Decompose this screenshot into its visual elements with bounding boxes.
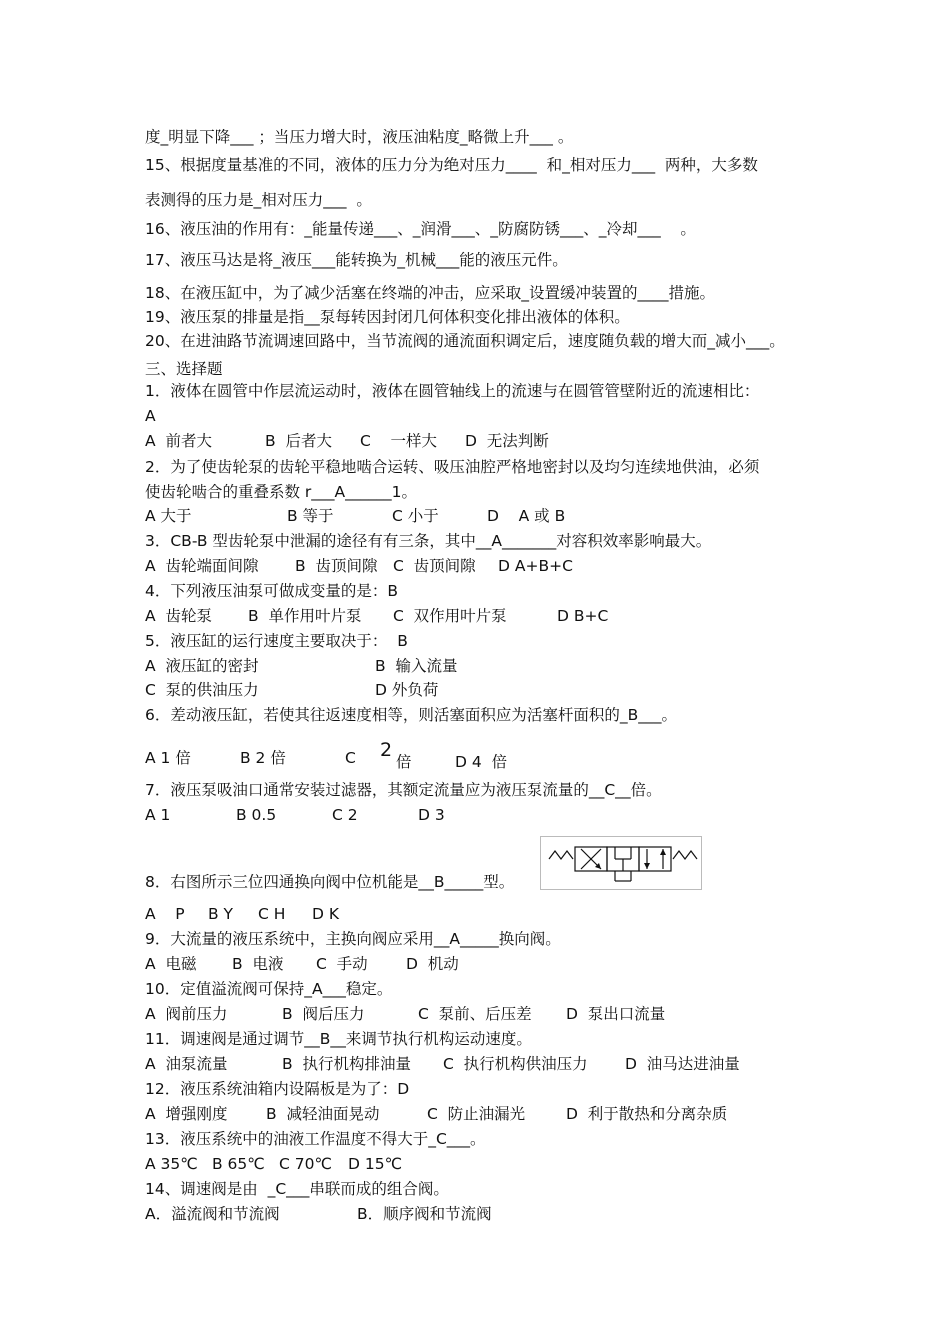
q9-option-d: D 机动: [406, 955, 459, 973]
line-20: 20、在进油路节流调速回路中，当节流阀的通流面积调定后，速度随负载的增大而_减小___。: [145, 332, 785, 350]
q9-option-a: A 电磁: [145, 955, 197, 973]
q11-option-d: D 油马达进油量: [625, 1055, 740, 1073]
line-19: 19、液压泵的排量是指__泵每转因封闭几何体积变化排出液体的体积。: [145, 308, 630, 326]
question-7: 7．液压泵吸油口通常安装过滤器，其额定流量应为液压泵流量的__C__倍。: [145, 781, 662, 799]
q11-option-a: A 油泵流量: [145, 1055, 228, 1073]
q4-option-d: D B+C: [557, 607, 609, 625]
question-1-answer: A: [145, 407, 156, 425]
q10-option-b: B 阀后压力: [282, 1005, 365, 1023]
q6-option-b: B 2 倍: [240, 749, 286, 767]
q6-option-c-value: 2: [380, 739, 393, 761]
q1-option-a: A 前者大: [145, 432, 212, 450]
q12-option-c: C 防止油漏光: [427, 1105, 526, 1123]
q2-option-d: D A 或 B: [487, 507, 566, 525]
question-1: 1．液体在圆管中作层流运动时，液体在圆管轴线上的流速与在圆管管壁附近的流速相比：: [145, 382, 760, 400]
q8-option-d: D K: [312, 905, 340, 923]
q2-option-a: A 大于: [145, 507, 192, 525]
q7-option-d: D 3: [418, 806, 445, 824]
q11-option-c: C 执行机构供油压力: [443, 1055, 588, 1073]
q13-option-b: B 65℃: [212, 1155, 265, 1173]
q6-option-c: C: [345, 749, 356, 767]
q5-option-b: B 输入流量: [375, 657, 458, 675]
q10-option-a: A 阀前压力: [145, 1005, 228, 1023]
q7-option-a: A 1: [145, 806, 171, 824]
question-4: 4．下列液压油泵可做成变量的是：B: [145, 582, 398, 600]
question-10: 10．定值溢流阀可保持_A___稳定。: [145, 980, 393, 998]
q12-option-a: A 增强刚度: [145, 1105, 228, 1123]
q13-option-c: C 70℃: [279, 1155, 332, 1173]
q2-option-b: B 等于: [287, 507, 334, 525]
line-15-cont: 表测得的压力是_相对压力___ 。: [145, 191, 372, 209]
line-17: 17、液压马达是将_液压___能转换为_机械___能的液压元件。: [145, 251, 568, 269]
line-15: 15、根据度量基准的不同，液体的压力分为绝对压力____ 和_相对压力___ 两种，大多数: [145, 156, 758, 174]
line-14-cont: 度_明显下降___ ；当压力增大时，液压油粘度_略微上升___ 。: [145, 128, 574, 146]
q11-option-b: B 执行机构排油量: [282, 1055, 411, 1073]
question-8: 8．右图所示三位四通换向阀中位机能是__B_____型。: [145, 873, 515, 891]
q8-option-a: A P: [145, 905, 185, 923]
q13-option-d: D 15℃: [348, 1155, 402, 1173]
q9-option-b: B 电液: [232, 955, 284, 973]
q8-option-b: B Y: [208, 905, 234, 923]
q8-option-c: C H: [258, 905, 286, 923]
q14-option-a: A．溢流阀和节流阀: [145, 1205, 280, 1223]
q12-option-d: D 利于散热和分离杂质: [566, 1105, 728, 1123]
question-13: 13．液压系统中的油液工作温度不得大于_C___。: [145, 1130, 486, 1148]
q4-option-b: B 单作用叶片泵: [248, 607, 362, 625]
line-16: 16、液压油的作用有：_能量传递___、_润滑___、_防腐防锈___、_冷却___ 。: [145, 220, 696, 238]
q10-option-c: C 泵前、后压差: [418, 1005, 532, 1023]
question-11: 11．调速阀是通过调节__B__来调节执行机构运动速度。: [145, 1030, 532, 1048]
q4-option-a: A 齿轮泵: [145, 607, 212, 625]
question-2-cont: 使齿轮啮合的重叠系数 r___A______1。: [145, 483, 418, 501]
q3-option-d: D A+B+C: [498, 557, 573, 575]
q1-option-c: C 一样大: [360, 432, 438, 450]
question-6: 6．差动液压缸，若使其往返速度相等，则活塞面积应为活塞杆面积的_B___。: [145, 706, 677, 724]
q14-option-b: B．顺序阀和节流阀: [357, 1205, 492, 1223]
q6-option-d: D 4 倍: [455, 753, 508, 771]
question-14: 14、调速阀是由 _C___串联而成的组合阀。: [145, 1180, 449, 1198]
q3-option-a: A 齿轮端面间隙: [145, 557, 259, 575]
q5-option-d: D 外负荷: [375, 681, 439, 699]
q5-option-c: C 泵的供油压力: [145, 681, 259, 699]
question-5: 5．液压缸的运行速度主要取决于： B: [145, 632, 408, 650]
q6-option-c-unit: 倍: [396, 753, 412, 771]
q12-option-b: B 减轻油面晃动: [266, 1105, 380, 1123]
question-3: 3．CB-B 型齿轮泵中泄漏的途径有有三条，其中__A_______对容积效率影响最大。: [145, 532, 712, 550]
question-2: 2．为了使齿轮泵的齿轮平稳地啮合运转、吸压油腔严格地密封以及均匀连续地供油，必须: [145, 458, 760, 476]
directional-valve-figure: [540, 836, 702, 890]
q13-option-a: A 35℃: [145, 1155, 198, 1173]
q2-option-c: C 小于: [392, 507, 439, 525]
question-12: 12．液压系统油箱内设隔板是为了：D: [145, 1080, 410, 1098]
q1-option-d: D 无法判断: [465, 432, 549, 450]
q1-option-b: B 后者大: [265, 432, 332, 450]
q9-option-c: C 手动: [316, 955, 368, 973]
q3-option-c: C 齿顶间隙: [393, 557, 476, 575]
question-9: 9．大流量的液压系统中，主换向阀应采用__A_____换向阀。: [145, 930, 561, 948]
q4-option-c: C 双作用叶片泵: [393, 607, 507, 625]
line-18: 18、在液压缸中，为了减少活塞在终端的冲击，应采取_设置缓冲装置的____措施。: [145, 284, 715, 302]
q3-option-b: B 齿顶间隙: [295, 557, 378, 575]
valve-symbol-icon: [541, 837, 701, 889]
section-title: 三、选择题: [145, 360, 223, 378]
q5-option-a: A 液压缸的密封: [145, 657, 259, 675]
q7-option-b: B 0.5: [236, 806, 277, 824]
q7-option-c: C 2: [332, 806, 358, 824]
q6-option-a: A 1 倍: [145, 749, 191, 767]
q10-option-d: D 泵出口流量: [566, 1005, 666, 1023]
